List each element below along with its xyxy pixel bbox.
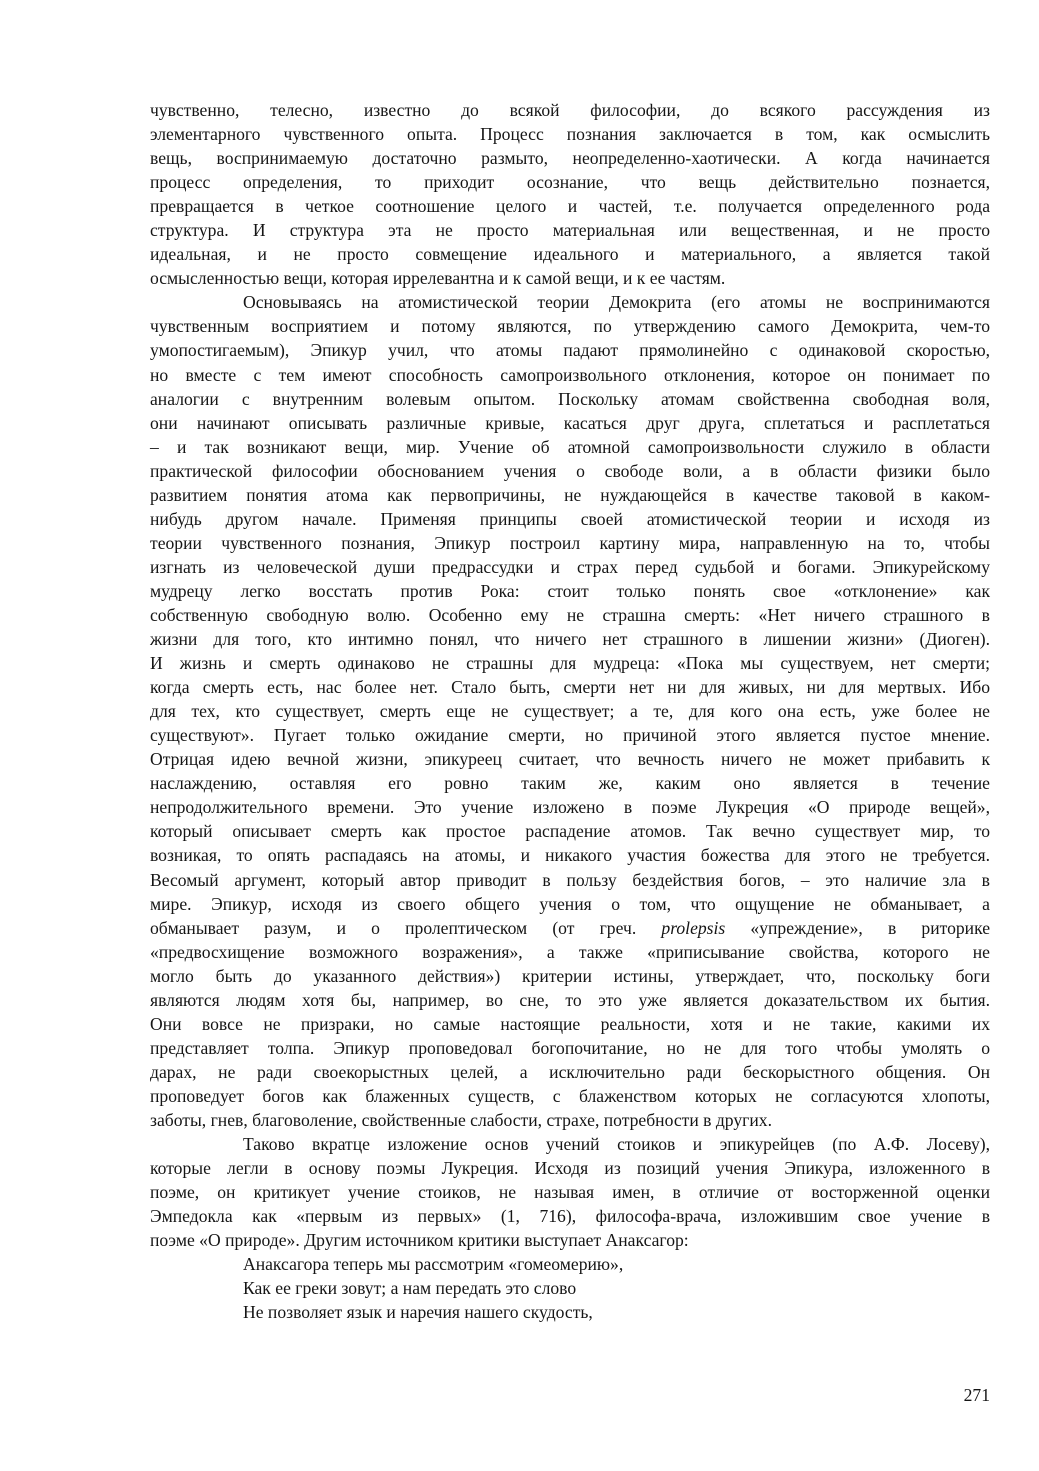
text-line: аналогии с внутренним волевым опытом. Поскольку атомам свойственна свободная воля,: [150, 388, 990, 409]
text-line: чувственным восприятием и потому являются, по утверждению самого Демокрита, чем-то: [150, 316, 990, 337]
text-line: Эмпедокла как «первым из первых» (1, 716), философа-врача, изложившим свое учение в: [150, 1206, 990, 1227]
text-line: Они вовсе не призраки, но самые настоящие реальности, хотя и не такие, какими их: [150, 1013, 990, 1034]
paragraph: [150, 98, 990, 290]
text-line: Весомый аргумент, который автор приводит в пользу бездействия богов, – это наличие зла в: [150, 869, 990, 890]
italic-term: prolepsis: [661, 917, 726, 938]
text-line: поэме, он критикует учение стоиков, не называя имен, в отличие от восторженной оценки: [150, 1182, 990, 1203]
text-line: «предвосхищение возможного возражения», а также «приписывание свойства, которого не: [150, 941, 990, 962]
verse-line: Как ее греки зовут; а нам передать это слово: [243, 1278, 577, 1299]
text-line: которые легли в основу поэмы Лукреция. Исходя из позиций учения Эпикура, изложенного в: [150, 1158, 990, 1179]
text-line: Таково вкратце изложение основ учений стоиков и эпикурейцев (по А.Ф. Лосеву),: [243, 1134, 990, 1155]
text-line: развитием понятия атома как первопричины, не нуждающейся в качестве таковой в каком-: [150, 484, 990, 505]
text-line: мире. Эпикур, исходя из своего общего учения о том, что ощущение не обманывает, а: [150, 893, 990, 914]
text-line: они начинают описывать различные кривые, касаться друг друга, сплетаться и расплетаться: [150, 412, 990, 433]
page-number: 271: [963, 1385, 990, 1405]
text-line: умопостигаемым), Эпикур учил, что атомы падают прямолинейно с одинаковой скоростью,: [150, 340, 990, 361]
text-line: могло быть до указанного действия») критерии истины, утверждает, что, поскольку боги: [150, 965, 990, 986]
text-line: когда смерть есть, нас более нет. Стало быть, смерти нет ни для живых, ни для мертвых. Ибо: [150, 677, 990, 698]
text-line: осмысленностью вещи, которая иррелевантна и к самой вещи, и к ее частям.: [150, 268, 726, 289]
page-text: [150, 98, 990, 1324]
text-line: элементарного чувственного опыта. Процесс познания заключается в том, как осмыслить: [150, 124, 990, 145]
text-line: существуют». Пугает только ожидание смерти, но причиной этого является пустое мнение.: [150, 725, 990, 746]
text-line: нибудь другом начале. Применяя принципы своей атомистической теории и исходя из: [150, 508, 990, 529]
text-line: Основываясь на атомистической теории Демокрита (его атомы не воспринимаются: [243, 292, 990, 313]
text-line: теории чувственного познания, Эпикур построил картину мира, направленную на то, чтобы: [150, 532, 990, 553]
text-line: Отрицая идею вечной жизни, эпикуреец считает, что вечность ничего не может прибавить к: [150, 749, 990, 770]
text-line: для тех, кто существует, смерть еще не существует; а те, для кого она есть, уже более не: [150, 701, 990, 722]
text-line: И жизнь и смерть одинаково не страшны для мудреца: «Пока мы существуем, нет смерти;: [150, 653, 990, 674]
paragraph: [150, 1132, 990, 1252]
text-line: превращается в четкое соотношение целого и частей, т.е. получается определенного рода: [150, 196, 990, 217]
text-line: чувственно, телесно, известно до всякой философии, до всякого рассуждения из: [150, 100, 990, 120]
text-line: собственную свободную волю. Особенно ему не страшна смерть: «Нет ничего страшного в: [150, 604, 990, 625]
paragraph: [150, 290, 990, 1132]
verse-line: Анаксагора теперь мы рассмотрим «гомеомерию»,: [243, 1254, 624, 1275]
text-line: процесс определения, то приходит осознание, что вещь действительно познается,: [150, 172, 990, 193]
text-line: непродолжительного времени. Это учение изложено в поэме Лукреция «О природе вещей»,: [150, 797, 990, 818]
text-line: который описывает смерть как простое распадение атомов. Так вечно существует мир, то: [150, 821, 990, 842]
text-line: изгнать из человеческой души предрассудки и страх перед судьбой и богами. Эпикурейскому: [150, 556, 990, 577]
text-line: структура. И структура эта не просто материальная или вещественная, и не просто: [150, 220, 990, 241]
text-line: мудрецу легко восстать против Рока: стоит только понять свое «отклонение» как: [150, 580, 990, 601]
text-line: – и так возникают вещи, мир. Учение об атомной самопроизвольности служило в области: [150, 436, 990, 457]
text-line: возникая, то опять распадаясь на атомы, и никакого участия божества для этого не требуется.: [150, 845, 990, 866]
text-line: жизни для того, кто интимно понял, что ничего нет страшного в лишении жизни» (Диоген).: [150, 629, 990, 650]
verse-quote: [150, 1252, 990, 1324]
text-line: заботы, гнев, благоволение, свойственные слабости, страхе, потребности в других.: [150, 1109, 772, 1130]
verse-line: Не позволяет язык и наречия нашего скудость,: [243, 1302, 593, 1323]
text-line: но вместе с тем имеют способность самопроизвольного отклонения, которое он понимает по: [150, 364, 990, 385]
text-line: проповедует богов как блаженных существ, с блаженством которых не согласуются хлопоты,: [150, 1085, 990, 1106]
text-line: идеальная, и не просто совмещение идеального и материального, а является такой: [150, 244, 990, 265]
text-line: представляет толпа. Эпикур проповедовал богопочитание, но не для того чтобы умолять о: [150, 1037, 990, 1058]
text-line: наслаждению, оставляя его ровно таким же, каким оно является в течение: [150, 773, 990, 794]
text-line: обманывает разум, и о пролептическом (от греч. prolepsis «упреждение», в риторике: [150, 917, 990, 938]
text-line: дарах, не ради своекорыстных целей, а исключительно ради бескорыстного общения. Он: [150, 1061, 990, 1082]
text-line: вещь, воспринимаемую достаточно размыто, неопределенно-хаотически. А когда начинается: [150, 148, 990, 169]
text-line: являются людям хотя бы, например, во сне, то это уже является доказательством их бытия.: [150, 989, 990, 1010]
text-line: практической философии обоснованием учения о свободе воли, а в области физики было: [150, 460, 990, 481]
text-line: поэме «О природе». Другим источником критики выступает Анаксагор:: [150, 1230, 689, 1251]
